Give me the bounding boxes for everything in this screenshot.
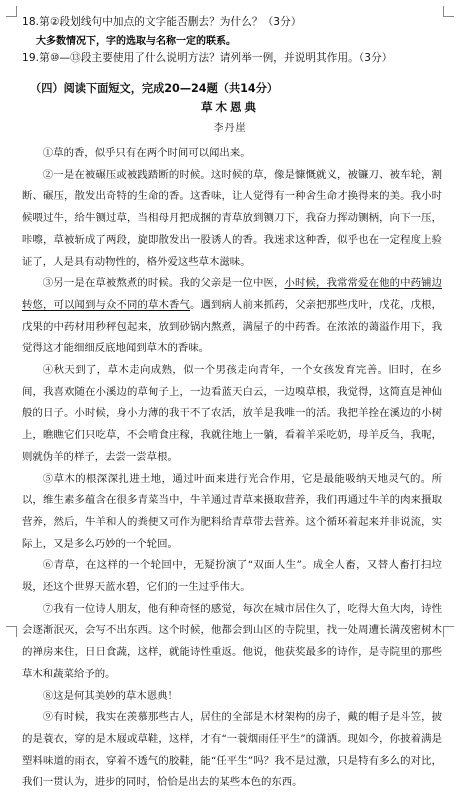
page-corner-mark [443, 626, 454, 637]
underlined-sentence: 小时候，我常常爱在他的中药铺边转悠，可以闻到与众不同的草木香气 [22, 277, 443, 311]
paragraph-3-after: 。遇到病人前来抓药，父亲把那些戊叶，戊花，戊根，戊果的中药材用秒秤包起来，放到砂锅内熬煮，满屋子的中药香。在浓浓的蔼溢作用下，我觉得这才能细细反底地闻到草木的香味。 [22, 298, 442, 355]
paragraph-7: ⑦我有一位诗人朋友，他有种奇怪的感觉，每次在城市居住久了，吃得大鱼大肉，诗性会逐渐泯灭，会写不出东西。这个时候，他都会到山区的寺院里，找一处周遭长满茂密树木的禅房来住，日日食蔬，这样，就能诗性重返。他说，他获奖最多的诗作，是寺院里的那些草木和蔬菜给予的。 [22, 602, 442, 680]
paragraph-3 [22, 273, 442, 360]
question-18: 18.第②段划线句中加点的文字能否删去？为什么？（3分） [22, 16, 302, 28]
paragraph-4: ④秋天到了，草木走向成熟，似一个男孩走向青年，一个女孩发育完善。旧时，在乡间，我喜欢随在小溪边的草甸子上，一边看蓝天白云，一边嗅草根，我觉得，这简直是神仙般的日子。小时候，身小力薄的我干不了农活，放羊是我唯一的活。我把羊拴在溪边的小树上，瞧瞧它们只吃草，不会啃食庄稼，我就往地上一躺，看着羊采吃奶，母羊反刍，我呢，则就伪羊的样子，去尝一尝草根。 [22, 364, 442, 463]
paragraph-1: ①草的香，似乎只有在两个时间可以闻出来。 [42, 147, 251, 159]
paragraph-2: ②一是在被碾压或被践踏断的时候。这时候的草，像是慷慨就义，被镰刀、被车轮，割断、碾压，散发出奇特的生命的香。这香味，让人觉得有一种舍生命才换得来的美。我小时候喂过牛，给牛铡过草，当相母月把成捆的青草放到铡刀下，我奋力挥动铡柄，向下一压，咔嚓，草被斩成了两段，旋即散发出一股诱人的香。我迷求这种香，似乎也在一定程度上验证了，人是具有动物性的，格外爱这些草木滋味。 [22, 168, 442, 268]
article-author: 李丹崖 [213, 123, 247, 134]
paragraph-5: ⑤草木的根深深扎进土地，通过叶面来进行光合作用，它是最能吸纳天地灵气的。所以，维生素多蕴含在很多青菜当中，牛羊通过青草来摄取营养，我们再通过牛羊的肉来摄取营养，然后，牛羊和人的粪便又可作为肥料给青草带去营养。这个循环着起来并非说流，实际上，又是多么巧妙的一个轮回。 [22, 472, 442, 550]
article-title: 草木恩典 [201, 100, 259, 114]
paragraph-6: ⑥青草，在这样的一个轮回中，无疑扮演了“双面人生”。成全人畜，又替人畜打扫垃圾，还这个世界天蓝水碧，它们的一生过乎伟大。 [22, 559, 442, 594]
section-title: （四）阅读下面短文，完成20—24题（共14分） [30, 82, 279, 95]
paragraph-9: ⑨有时候，我实在羡慕那些古人，居住的全部是木材架构的房子，戴的帽子是斗笠，披的是蓑衣，穿的是木屐或草鞋，这样，才有“一蓑烟雨任平生”的潇洒。现如今，你披着满是塑料味道的雨衣，穿着不透气的胶鞋，能“任平生”吗？我不是过激，只是特有多么的对比，我们一贯认为，进步的同时，恰恰是出去的某些本色的东西。 [22, 711, 442, 789]
handwritten-answer-18: 大多数情况下，字的选取与名称一定的联系。 [36, 36, 236, 47]
page-corner-mark [6, 6, 17, 17]
page-corner-mark [443, 6, 454, 17]
paragraph-3-before: ③另一是在草被熬煮的时候。我的父亲是一位中医， [42, 277, 285, 290]
paragraph-8: ⑧这是何其美妙的草木恩典！ [42, 689, 178, 702]
page-corner-mark [6, 626, 17, 637]
article-body [22, 143, 442, 794]
question-19: 19.第⑩—⑬段主要使用了什么说明方法？请列举一例，并说明其作用。（3分） [22, 52, 393, 64]
